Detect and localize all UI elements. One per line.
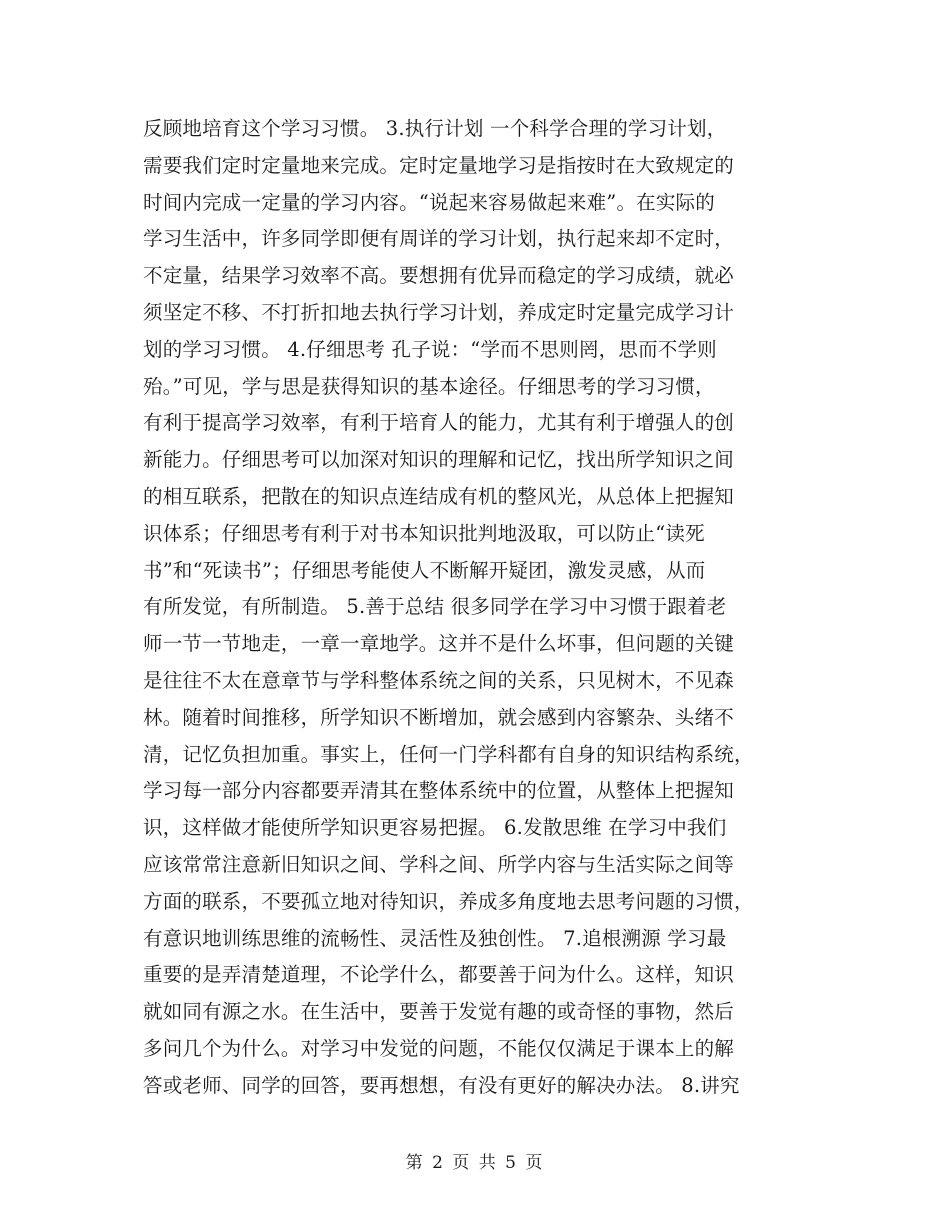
text-line: 新能力。仔细思考可以加深对知识的理解和记忆，找出所学知识之间 xyxy=(143,448,735,472)
text-line: 林。随着时间推移，所学知识不断增加，就会感到内容繁杂、头绪不 xyxy=(143,705,735,729)
text-line: 就如同有源之水。在生活中，要善于发觉有趣的或奇怪的事物，然后 xyxy=(143,1000,735,1024)
page-footer: 第 2 页 共 5 页 xyxy=(405,1153,545,1173)
text-line: 多问几个为什么。对学习中发觉的问题，不能仅仅满足于课本上的解 xyxy=(143,1036,735,1060)
text-line: 有利于提高学习效率，有利于培育人的能力，尤其有利于增强人的创 xyxy=(143,411,735,435)
text-line: 应该常常注意新旧知识之间、学科之间、所学内容与生活实际之间等 xyxy=(143,852,735,876)
text-line: 时间内完成一定量的学习内容。“说起来容易做起来难”。在实际的 xyxy=(143,190,715,214)
text-line: 师一节一节地走，一章一章地学。这并不是什么坏事，但问题的关键 xyxy=(143,632,735,656)
text-line: 方面的联系，不要孤立地对待知识，养成多角度地去思考问题的习惯， xyxy=(143,889,754,913)
text-line: 需要我们定时定量地来完成。定时定量地学习是指按时在大致规定的 xyxy=(143,153,735,177)
text-line: 清，记忆负担加重。事实上，任何一门学科都有自身的知识结构系统， xyxy=(143,742,754,766)
text-line: 的相互联系，把散在的知识点连结成有机的整风光，从总体上把握知 xyxy=(143,484,735,508)
text-line: 殆。”可见，学与思是获得知识的基本途径。仔细思考的学习习惯， xyxy=(143,374,715,398)
text-line: 划的学习习惯。 4.仔细思考 孔子说：“学而不思则罔，思而不学则 xyxy=(143,337,717,361)
text-line: 反顾地培育这个学习习惯。 3.执行计划 一个科学合理的学习计划， xyxy=(143,117,727,140)
text-line: 有所发觉，有所制造。 5.善于总结 很多同学在学习中习惯于跟着老 xyxy=(143,595,727,619)
text-line: 答或老师、同学的回答，要再想想，有没有更好的解决办法。 8.讲究 xyxy=(143,1073,740,1097)
text-line: 学习生活中，许多同学即便有周详的学习计划，执行起来却不定时， xyxy=(143,227,735,251)
body-text xyxy=(143,111,813,1105)
text-line: 学习每一部分内容都要弄清其在整体系统中的位置，从整体上把握知 xyxy=(143,779,735,803)
text-line: 重要的是弄清楚道理，不论学什么，都要善于问为什么。这样，知识 xyxy=(143,963,735,987)
text-line: 识，这样做才能使所学知识更容易把握。 6.发散思维 在学习中我们 xyxy=(143,816,727,840)
text-line: 须坚定不移、不打折扣地去执行学习计划，养成定时定量完成学习计 xyxy=(143,300,735,324)
text-line: 是往往不太在意章节与学科整体系统之间的关系，只见树木，不见森 xyxy=(143,668,735,692)
text-line: 有意识地训练思维的流畅性、灵活性及独创性。 7.追根溯源 学习最 xyxy=(143,926,727,950)
text-line: 不定量，结果学习效率不高。要想拥有优异而稳定的学习成绩，就必 xyxy=(143,264,735,288)
text-line: 书”和“死读书”；仔细思考能使人不断解开疑团，激发灵感，从而 xyxy=(143,558,706,582)
text-line: 识体系；仔细思考有利于对书本知识批判地汲取，可以防止“读死 xyxy=(143,521,705,545)
